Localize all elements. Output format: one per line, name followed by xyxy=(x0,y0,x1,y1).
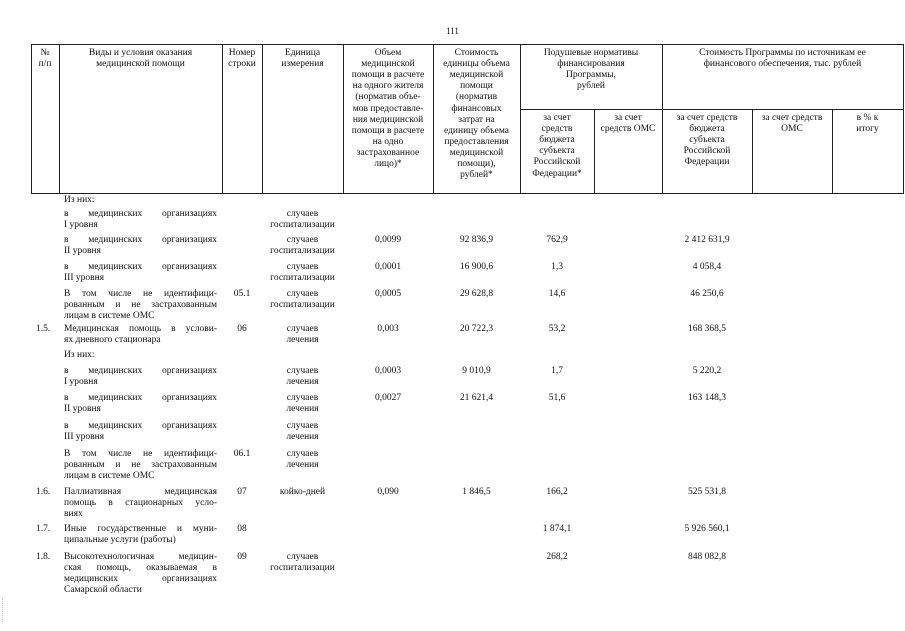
row-unit-line: случаев xyxy=(286,324,319,334)
row-kind-line: рованным и не застрахованным xyxy=(64,300,217,310)
row-cp-budget: 2 412 631,9 xyxy=(684,235,730,245)
row-unit-line: лечения xyxy=(286,460,319,470)
col-border xyxy=(903,44,904,194)
row-kind-line: Иные государственные и муни- xyxy=(64,524,217,534)
row-pc-budget: 762,9 xyxy=(546,235,568,245)
row-code: 07 xyxy=(237,487,247,497)
row-kind-line: ях дневного стационара xyxy=(64,335,161,345)
row-kind-line: Из них: xyxy=(64,350,95,360)
row-unit-line: случаев xyxy=(286,209,319,219)
row-pc-budget: 51,6 xyxy=(548,393,566,403)
row-kind-line: Паллиативная медицинская xyxy=(64,487,217,497)
row-unit-line: госпитализации xyxy=(270,246,335,256)
row-kind-line: ципальные услуги (работы) xyxy=(64,535,176,545)
row-kind-line: III уровня xyxy=(64,432,105,442)
header-cost-program: Стоимость Программы по источникам ее финансового обеспечения, тыс. рублей xyxy=(699,48,866,70)
row-pc-budget: 1,3 xyxy=(551,262,563,272)
row-kind-line: в медицинских организациях xyxy=(64,421,217,431)
row-kind-line: рованным и не застрахованным xyxy=(64,460,217,470)
row-cp-budget: 46 250,6 xyxy=(690,289,724,299)
row-unit-line: случаев xyxy=(286,449,319,459)
header-kind: Виды и условия оказания медицинской помощи xyxy=(88,48,193,70)
row-kind-line: I уровня xyxy=(64,220,98,230)
row-unit-line: госпитализации xyxy=(270,220,335,230)
row-kind-line: виях xyxy=(64,509,83,519)
row-volume: 0,090 xyxy=(377,487,399,497)
row-kind-line: в медицинских организациях xyxy=(64,209,217,219)
header-cp-oms: за счет средств ОМС xyxy=(761,113,823,135)
row-cp-budget: 525 531,8 xyxy=(688,487,726,497)
header-volume: Объем медицинской помощи в расчете на одного жителя (норматив объе- мов предоставле- ния медицинской помощи в расчете на одно застрахованное лицо)* xyxy=(351,48,425,170)
header-cp-pct: в % к итогу xyxy=(856,113,879,135)
row-number: 1.7. xyxy=(36,524,51,534)
row-unit-line: лечения xyxy=(286,432,319,442)
row-cp-budget: 4 058,4 xyxy=(692,262,722,272)
row-cp-budget: 168 368,5 xyxy=(688,324,726,334)
row-code: 06 xyxy=(237,324,247,334)
row-cp-budget: 5 926 560,1 xyxy=(684,524,730,534)
header-cp-budget: за счет средств бюджета субъекта Российской Федерации xyxy=(676,113,738,168)
row-kind-line: II уровня xyxy=(64,404,101,414)
row-kind-line: Высокотехнологичная медицин- xyxy=(64,552,217,562)
row-cost: 20 722,3 xyxy=(459,324,494,334)
row-pc-budget: 1,7 xyxy=(551,366,563,376)
row-unit-line: случаев xyxy=(286,262,319,272)
row-cost: 1 846,5 xyxy=(462,487,491,497)
row-unit-line: случаев xyxy=(286,235,319,245)
scan-artifact xyxy=(2,598,9,622)
row-kind-line: в медицинских организациях xyxy=(64,235,217,245)
row-pc-budget: 14,6 xyxy=(548,289,566,299)
header-cost: Стоимость единицы объема медицинской помощи (норматив финансовых затрат на единицу объема предоставления медицинской помощи), рублей* xyxy=(443,48,510,181)
row-kind-line: лицам в системе ОМС xyxy=(64,311,155,321)
row-cp-budget: 848 082,8 xyxy=(688,552,726,562)
row-cp-budget: 5 220,2 xyxy=(692,366,722,376)
row-kind-line: В том числе не идентифици- xyxy=(64,449,217,459)
row-kind-line: I уровня xyxy=(64,377,98,387)
row-kind-line: помощь в стационарных усло- xyxy=(64,498,217,508)
row-kind-line: Самарской области xyxy=(64,585,142,595)
row-code: 09 xyxy=(237,552,247,562)
row-cost: 21 621,4 xyxy=(459,393,494,403)
row-kind-line: Из них: xyxy=(64,195,95,205)
header-bottom-border xyxy=(31,193,903,194)
row-number: 1.5. xyxy=(36,324,51,334)
subheader-border xyxy=(520,109,903,110)
row-kind-line: лицам в системе ОМС xyxy=(64,471,155,481)
row-kind-line: Медицинская помощь в услови- xyxy=(64,324,217,334)
row-cost: 16 900,6 xyxy=(459,262,494,272)
row-code: 05.1 xyxy=(233,289,251,299)
row-pc-budget: 53,2 xyxy=(548,324,566,334)
header-num: № п/п xyxy=(38,48,52,70)
row-number: 1.6. xyxy=(36,487,51,497)
row-volume: 0,003 xyxy=(377,324,399,334)
row-kind-line: III уровня xyxy=(64,273,105,283)
row-kind-line: в медицинских организациях xyxy=(64,262,217,272)
row-unit-line: случаев xyxy=(286,421,319,431)
row-unit-line: лечения xyxy=(286,404,319,414)
row-unit-line: лечения xyxy=(286,377,319,387)
row-code: 08 xyxy=(237,524,247,534)
row-number: 1.8. xyxy=(36,552,51,562)
row-pc-budget: 1 874,1 xyxy=(542,524,572,534)
row-kind-line: II уровня xyxy=(64,246,101,256)
row-kind-line: В том числе не идентифици- xyxy=(64,289,217,299)
row-volume: 0,0005 xyxy=(374,289,402,299)
row-kind-line: в медицинских организациях xyxy=(64,393,217,403)
row-cost: 29 628,8 xyxy=(459,289,494,299)
row-volume: 0,0027 xyxy=(374,393,402,403)
header-percapita: Подушевые нормативы финансирования Программы, рублей xyxy=(543,48,639,92)
row-unit-line: койко-дней xyxy=(279,487,326,497)
table-top-border xyxy=(31,44,903,45)
row-unit-line: случаев xyxy=(286,552,319,562)
row-unit-line: случаев xyxy=(286,366,319,376)
row-unit-line: лечения xyxy=(286,335,319,345)
header-row-no: Номер строки xyxy=(228,48,256,70)
row-unit-line: госпитализации xyxy=(270,563,335,573)
row-kind-line: медицинских организациях xyxy=(64,574,217,584)
row-unit-line: случаев xyxy=(286,393,319,403)
row-cp-budget: 163 148,3 xyxy=(688,393,726,403)
row-unit-line: госпитализации xyxy=(270,300,335,310)
row-volume: 0,0099 xyxy=(374,235,402,245)
header-pc-oms: за счет средств ОМС xyxy=(600,113,656,135)
row-cost: 9 010,9 xyxy=(462,366,491,376)
row-code: 06.1 xyxy=(233,449,251,459)
header-unit: Единица измерения xyxy=(281,48,324,70)
row-kind-line: в медицинских организациях xyxy=(64,366,217,376)
row-cost: 92 836,9 xyxy=(459,235,494,245)
row-unit-line: госпитализации xyxy=(270,273,335,283)
row-pc-budget: 166,2 xyxy=(546,487,568,497)
page-number: 111 xyxy=(446,26,459,36)
row-volume: 0,0001 xyxy=(374,262,402,272)
row-pc-budget: 268,2 xyxy=(546,552,568,562)
row-kind-line: ская помощь, оказываемая в xyxy=(64,563,217,573)
row-volume: 0,0003 xyxy=(374,366,402,376)
header-pc-budget: за счет средств бюджета субъекта Российской Федерации* xyxy=(532,113,582,179)
row-unit-line: случаев xyxy=(286,289,319,299)
